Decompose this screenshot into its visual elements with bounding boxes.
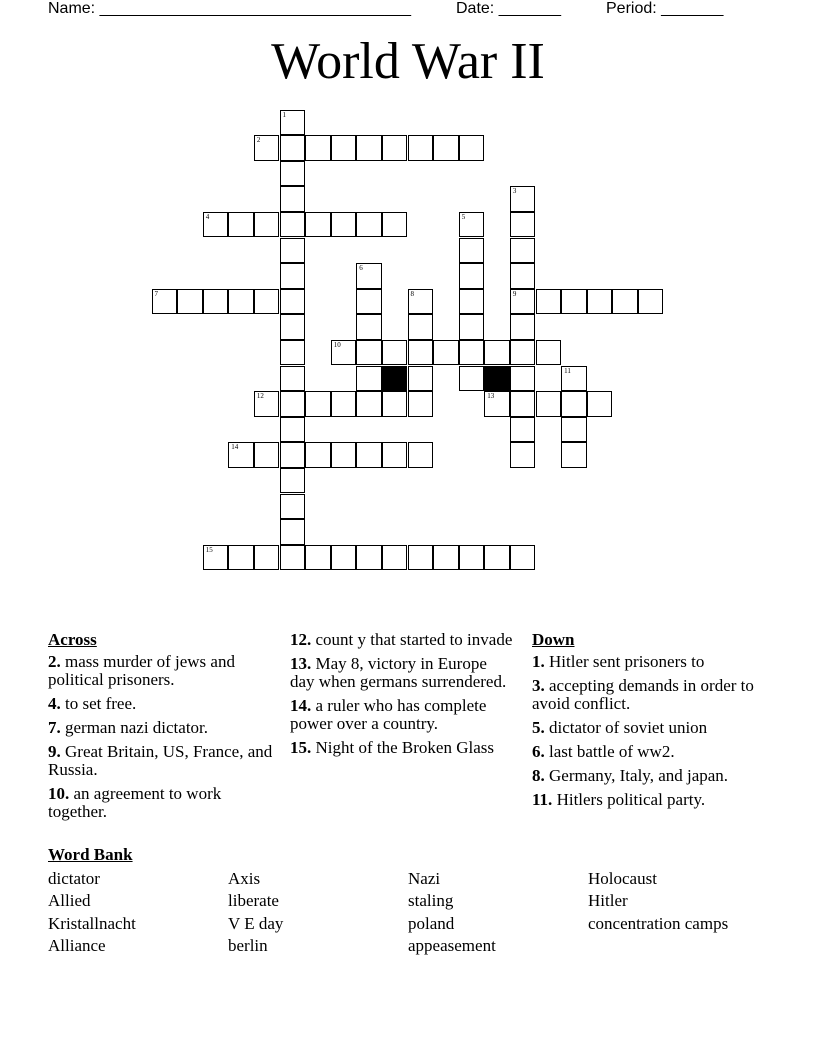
grid-cell[interactable] bbox=[638, 289, 664, 315]
grid-cell[interactable] bbox=[408, 135, 434, 161]
grid-cell[interactable] bbox=[280, 238, 306, 264]
clue-down-6: 6. last battle of ww2. bbox=[532, 742, 675, 761]
clue-down-5: 5. dictator of soviet union bbox=[532, 718, 708, 737]
grid-cell[interactable] bbox=[510, 442, 536, 468]
grid-cell[interactable] bbox=[228, 289, 254, 315]
grid-cell[interactable] bbox=[280, 545, 306, 571]
grid-cell[interactable] bbox=[510, 238, 536, 264]
grid-cell[interactable] bbox=[459, 289, 485, 315]
grid-cell[interactable] bbox=[331, 391, 357, 417]
across-clues-column-1 bbox=[48, 631, 273, 827]
grid-cell[interactable] bbox=[280, 289, 306, 315]
grid-cell[interactable] bbox=[408, 340, 434, 366]
word-bank-item: Nazi bbox=[408, 869, 441, 888]
grid-cell[interactable] bbox=[510, 263, 536, 289]
clue-across-12: 12. count y that started to invade bbox=[290, 630, 513, 649]
clue-number: 13 bbox=[487, 392, 495, 401]
grid-cell[interactable] bbox=[382, 391, 408, 417]
grid-cell[interactable] bbox=[254, 391, 280, 417]
grid-cell[interactable] bbox=[536, 391, 562, 417]
grid-cell[interactable] bbox=[510, 212, 536, 238]
grid-cell[interactable] bbox=[305, 545, 331, 571]
grid-cell[interactable] bbox=[612, 289, 638, 315]
clue-across-2: 2. mass murder of jews and political prisoners. bbox=[48, 652, 235, 689]
word-bank-item: staling bbox=[408, 891, 454, 910]
grid-cell[interactable] bbox=[254, 212, 280, 238]
grid-cell[interactable] bbox=[510, 366, 536, 392]
grid-cell[interactable] bbox=[356, 391, 382, 417]
grid-cell[interactable] bbox=[305, 442, 331, 468]
grid-cell[interactable] bbox=[587, 391, 613, 417]
word-bank-item: Alliance bbox=[48, 936, 106, 955]
grid-cell[interactable] bbox=[484, 545, 510, 571]
grid-cell[interactable] bbox=[280, 135, 306, 161]
grid-cell[interactable] bbox=[280, 417, 306, 443]
grid-cell[interactable] bbox=[280, 494, 306, 520]
grid-cell[interactable] bbox=[305, 212, 331, 238]
grid-cell[interactable] bbox=[203, 212, 229, 238]
grid-block bbox=[484, 366, 510, 392]
grid-cell[interactable] bbox=[280, 314, 306, 340]
grid-cell[interactable] bbox=[280, 340, 306, 366]
grid-cell[interactable] bbox=[510, 289, 536, 315]
word-bank-item: poland bbox=[408, 914, 455, 933]
clue-across-7: 7. german nazi dictator. bbox=[48, 718, 209, 737]
grid-cell[interactable] bbox=[203, 289, 229, 315]
clue-number: 11 bbox=[564, 366, 571, 375]
grid-cell[interactable] bbox=[408, 366, 434, 392]
grid-cell[interactable] bbox=[280, 161, 306, 187]
grid-cell[interactable] bbox=[459, 545, 485, 571]
grid-block bbox=[382, 366, 408, 392]
word-bank-item: V E day bbox=[228, 914, 284, 933]
grid-cell[interactable] bbox=[433, 135, 459, 161]
name-field[interactable]: Name: ___________________________________ bbox=[48, 0, 412, 17]
grid-cell[interactable] bbox=[356, 135, 382, 161]
grid-cell[interactable] bbox=[177, 289, 203, 315]
clue-number: 14 bbox=[231, 443, 239, 452]
grid-cell[interactable] bbox=[459, 263, 485, 289]
clue-across-15: 15. Night of the Broken Glass bbox=[290, 738, 494, 757]
word-bank-item: Axis bbox=[228, 869, 261, 888]
grid-cell[interactable] bbox=[152, 289, 178, 315]
clue-across-13: 13. May 8, victory in Europe day when germans surrendered. bbox=[290, 654, 507, 691]
grid-cell[interactable] bbox=[254, 289, 280, 315]
grid-cell[interactable] bbox=[510, 417, 536, 443]
grid-cell[interactable] bbox=[382, 545, 408, 571]
clue-number: 9 bbox=[512, 289, 517, 298]
grid-cell[interactable] bbox=[510, 545, 536, 571]
clue-number: 8 bbox=[410, 289, 414, 298]
grid-cell[interactable] bbox=[561, 289, 587, 315]
clue-across-9: 9. Great Britain, US, France, and Russia. bbox=[48, 742, 273, 779]
clue-number: 4 bbox=[205, 212, 210, 221]
clue-number: 3 bbox=[512, 187, 517, 196]
grid-cell[interactable] bbox=[228, 442, 254, 468]
grid-cell[interactable] bbox=[356, 340, 382, 366]
grid-cell[interactable] bbox=[280, 186, 306, 212]
clue-across-14: 14. a ruler who has complete power over a country. bbox=[290, 696, 487, 733]
word-bank-item: concentration camps bbox=[588, 914, 729, 933]
grid-cell[interactable] bbox=[254, 545, 280, 571]
grid-cell[interactable] bbox=[228, 545, 254, 571]
grid-cell[interactable] bbox=[331, 212, 357, 238]
grid-cell[interactable] bbox=[254, 135, 280, 161]
grid-cell[interactable] bbox=[433, 340, 459, 366]
clue-number: 15 bbox=[205, 545, 213, 554]
grid-cell[interactable] bbox=[331, 135, 357, 161]
grid-cell[interactable] bbox=[561, 366, 587, 392]
grid-cell[interactable] bbox=[280, 366, 306, 392]
word-bank-item: Hitler bbox=[588, 891, 628, 910]
grid-cell[interactable] bbox=[228, 212, 254, 238]
grid-cell[interactable] bbox=[203, 545, 229, 571]
clue-number: 10 bbox=[333, 340, 341, 349]
grid-cell[interactable] bbox=[280, 519, 306, 545]
grid-cell[interactable] bbox=[356, 314, 382, 340]
grid-cell[interactable] bbox=[356, 442, 382, 468]
grid-cell[interactable] bbox=[408, 391, 434, 417]
grid-cell[interactable] bbox=[510, 340, 536, 366]
clue-down-3: 3. accepting demands in order to avoid conflict. bbox=[532, 676, 754, 713]
grid-cell[interactable] bbox=[331, 340, 357, 366]
grid-cell[interactable] bbox=[280, 391, 306, 417]
word-bank-item: berlin bbox=[228, 936, 268, 955]
grid-cell[interactable] bbox=[408, 314, 434, 340]
clue-number: 12 bbox=[256, 392, 264, 401]
grid-cell[interactable] bbox=[305, 135, 331, 161]
grid-cell[interactable] bbox=[510, 314, 536, 340]
grid-cell[interactable] bbox=[587, 289, 613, 315]
clue-number: 2 bbox=[256, 136, 261, 145]
grid-cell[interactable] bbox=[280, 263, 306, 289]
date-field[interactable]: Date: _______ bbox=[456, 0, 561, 17]
clue-number: 6 bbox=[359, 264, 363, 273]
grid-cell[interactable] bbox=[356, 366, 382, 392]
period-field[interactable]: Period: _______ bbox=[606, 0, 724, 17]
grid-cell[interactable] bbox=[280, 468, 306, 494]
grid-cell[interactable] bbox=[459, 314, 485, 340]
grid-cell[interactable] bbox=[459, 238, 485, 264]
grid-cell[interactable] bbox=[459, 212, 485, 238]
word-bank-item: Allied bbox=[48, 891, 91, 910]
grid-cell[interactable] bbox=[408, 545, 434, 571]
clue-down-8: 8. Germany, Italy, and japan. bbox=[532, 766, 729, 785]
clue-across-4: 4. to set free. bbox=[48, 694, 137, 713]
word-bank-item: dictator bbox=[48, 869, 100, 888]
grid-cell[interactable] bbox=[459, 340, 485, 366]
clue-number: 7 bbox=[154, 289, 158, 298]
word-bank-heading: Word Bank bbox=[48, 845, 133, 864]
grid-cell[interactable] bbox=[280, 442, 306, 468]
grid-cell[interactable] bbox=[382, 340, 408, 366]
clue-down-11: 11. Hitlers political party. bbox=[532, 790, 706, 809]
clue-number: 5 bbox=[461, 212, 466, 221]
word-bank-item: Holocaust bbox=[588, 869, 657, 888]
clue-down-1: 1. Hitler sent prisoners to bbox=[532, 652, 705, 671]
clue-number: 1 bbox=[282, 110, 286, 119]
grid-cell[interactable] bbox=[433, 545, 459, 571]
grid-cell[interactable] bbox=[356, 212, 382, 238]
grid-cell[interactable] bbox=[408, 289, 434, 315]
grid-cell[interactable] bbox=[561, 442, 587, 468]
grid-cell[interactable] bbox=[356, 263, 382, 289]
down-clues-column bbox=[532, 631, 757, 815]
across-clues-column-2 bbox=[290, 631, 515, 763]
grid-cell[interactable] bbox=[536, 289, 562, 315]
clue-across-10: 10. an agreement to work together. bbox=[48, 784, 222, 821]
grid-cell[interactable] bbox=[484, 391, 510, 417]
grid-cell[interactable] bbox=[382, 135, 408, 161]
down-heading: Down bbox=[532, 630, 575, 649]
grid-cell[interactable] bbox=[408, 442, 434, 468]
across-heading: Across bbox=[48, 630, 97, 649]
grid-cell[interactable] bbox=[561, 391, 587, 417]
grid-cell[interactable] bbox=[305, 391, 331, 417]
grid-cell[interactable] bbox=[280, 212, 306, 238]
grid-cell[interactable] bbox=[536, 340, 562, 366]
grid-cell[interactable] bbox=[382, 442, 408, 468]
grid-cell[interactable] bbox=[561, 417, 587, 443]
grid-cell[interactable] bbox=[510, 186, 536, 212]
grid-cell[interactable] bbox=[510, 391, 536, 417]
grid-cell[interactable] bbox=[254, 442, 280, 468]
page-title: World War II bbox=[271, 33, 545, 90]
word-bank-item: liberate bbox=[228, 891, 279, 910]
word-bank-item: appeasement bbox=[408, 936, 496, 955]
grid-cell[interactable] bbox=[459, 135, 485, 161]
grid-cell[interactable] bbox=[484, 340, 510, 366]
grid-cell[interactable] bbox=[459, 366, 485, 392]
word-bank-item: Kristallnacht bbox=[48, 914, 136, 933]
grid-cell[interactable] bbox=[356, 289, 382, 315]
grid-cell[interactable] bbox=[382, 212, 408, 238]
grid-cell[interactable] bbox=[331, 545, 357, 571]
grid-cell[interactable] bbox=[331, 442, 357, 468]
grid-cell[interactable] bbox=[280, 110, 306, 136]
grid-cell[interactable] bbox=[356, 545, 382, 571]
